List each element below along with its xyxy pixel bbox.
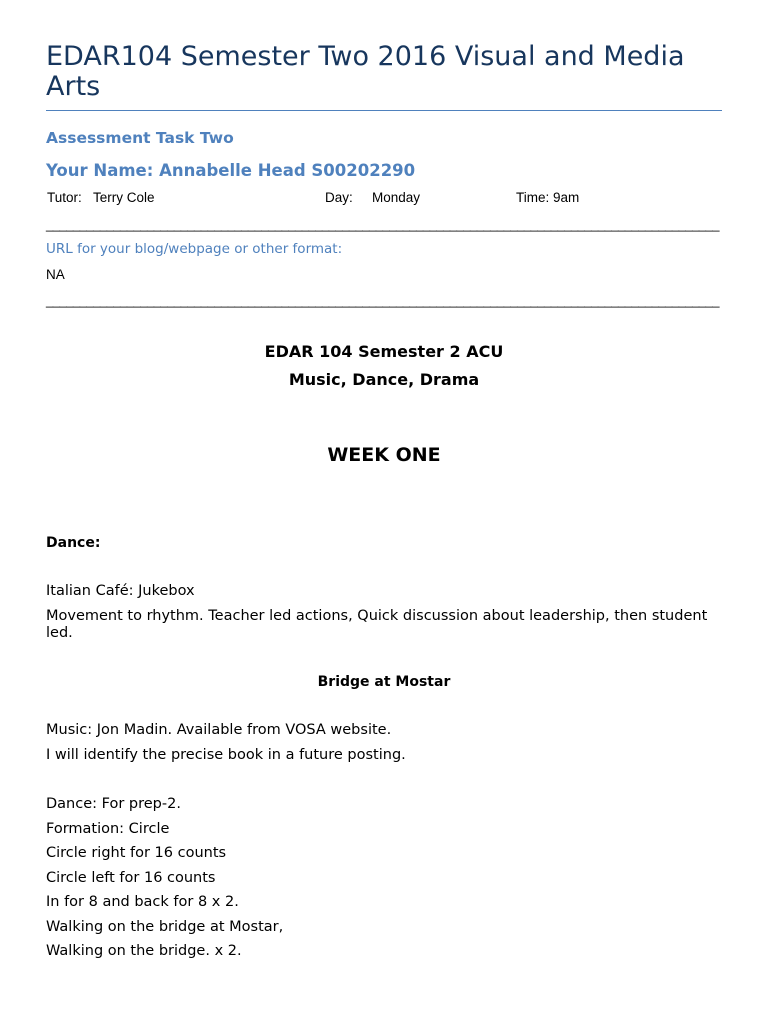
title-underline: [46, 110, 722, 111]
tutor-info-row: [0, 190, 768, 206]
separator-line-2: ____________________________________________________________________________________________________: [46, 293, 719, 308]
document-title: EDAR104 Semester Two 2016 Visual and Media Arts: [46, 41, 685, 102]
dance-steps-list: [46, 795, 283, 967]
separator-line-1: ____________________________________________________________________________________________________: [46, 217, 719, 232]
course-heading: EDAR 104 Semester 2 ACU: [264, 342, 504, 361]
tutor-value: Terry Cole: [93, 190, 155, 205]
student-name-line: Your Name: Annabelle Head S00202290: [46, 161, 416, 180]
dance-step: Dance: For prep-2.: [46, 796, 181, 812]
week-heading: WEEK ONE: [327, 444, 441, 466]
url-value: NA: [46, 267, 65, 282]
dance-step: In for 8 and back for 8 x 2.: [46, 894, 239, 910]
section-label-dance: Dance:: [46, 535, 101, 551]
music-credit: Music: Jon Madin. Available from VOSA website.: [46, 722, 392, 738]
day-label: Day:: [325, 190, 353, 205]
dance-step: Walking on the bridge. x 2.: [46, 943, 242, 959]
url-label: URL for your blog/webpage or other format:: [46, 241, 343, 257]
dance-step: Formation: Circle: [46, 820, 170, 837]
dance-step: Walking on the bridge at Mostar,: [46, 918, 284, 935]
dance-step: Circle left for 16 counts: [46, 869, 216, 886]
day-value: Monday: [372, 190, 421, 205]
activity-description: Movement to rhythm. Teacher led actions, Quick discussion about leadership, then student led.: [46, 608, 708, 641]
time-label: Time: 9am: [516, 190, 580, 205]
assessment-heading: Assessment Task Two: [46, 129, 234, 147]
dance-step: Circle right for 16 counts: [46, 845, 227, 861]
activity-title: Italian Café: Jukebox: [46, 583, 195, 599]
song-heading: Bridge at Mostar: [317, 674, 451, 690]
course-subheading: Music, Dance, Drama: [288, 370, 480, 389]
book-note: I will identify the precise book in a future posting.: [46, 747, 406, 763]
tutor-label: Tutor:: [47, 190, 82, 205]
